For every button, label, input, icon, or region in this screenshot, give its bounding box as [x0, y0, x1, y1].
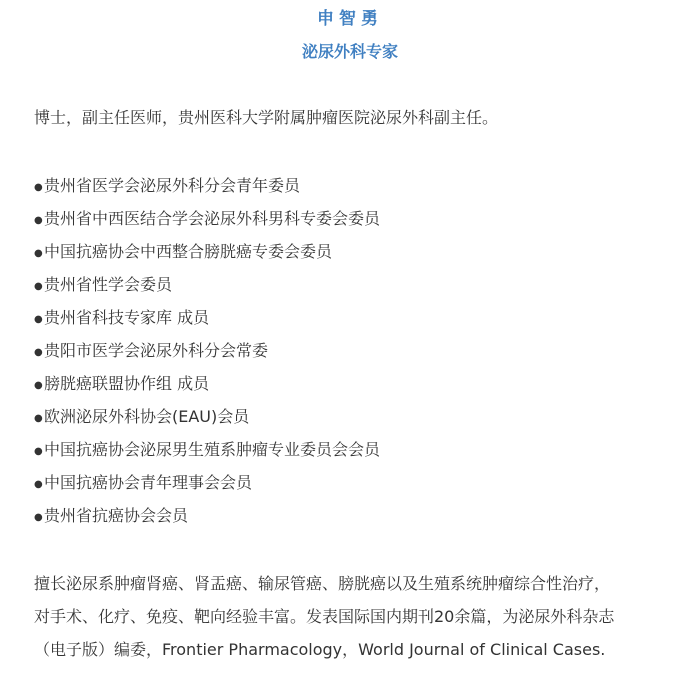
role-text: 贵州省中西医结合学会泌尿外科男科专委会委员: [44, 209, 381, 228]
list-item: [34, 336, 380, 369]
role-text: 贵州省科技专家库 成员: [44, 308, 210, 327]
doctor-name: 申智勇: [317, 9, 383, 29]
expertise-summary: [34, 569, 674, 668]
intro-paragraph: 博士，副主任医师，贵州医科大学附属肿瘤医院泌尿外科副主任。: [34, 108, 499, 127]
list-item: [34, 435, 380, 468]
role-text: 中国抗癌协会泌尿男生殖系肿瘤专业委员会会员: [44, 440, 381, 459]
role-text: 贵州省医学会泌尿外科分会青年委员: [44, 176, 301, 195]
summary-line: 对手术、化疗、免疫、靶向经验丰富。发表国际国内期刊20余篇，为泌尿外科杂志: [34, 607, 615, 626]
summary-line: 擅长泌尿系肿瘤肾癌、肾盂癌、输尿管癌、膀胱癌以及生殖系统肿瘤综合性治疗，: [34, 574, 611, 593]
role-text: 中国抗癌协会中西整合膀胱癌专委会委员: [44, 242, 333, 261]
list-item: [34, 402, 380, 435]
list-item: [34, 171, 380, 204]
bullet-icon: ●: [34, 446, 43, 457]
role-text: 欧洲泌尿外科协会(EAU)会员: [44, 407, 250, 426]
list-item: [34, 369, 380, 402]
roles-list: [34, 171, 380, 534]
role-text: 膀胱癌联盟协作组 成员: [44, 374, 210, 393]
summary-line: （电子版）编委，Frontier Pharmacology，World Journal of Clinical Cases.: [34, 640, 606, 659]
role-text: 贵州省抗癌协会会员: [44, 506, 189, 525]
bullet-icon: ●: [34, 215, 43, 226]
bullet-icon: ●: [34, 380, 43, 391]
list-item: [34, 237, 380, 270]
bullet-icon: ●: [34, 347, 43, 358]
list-item: [34, 270, 380, 303]
bullet-icon: ●: [34, 512, 43, 523]
list-item: [34, 468, 380, 501]
list-item: [34, 501, 380, 534]
list-item: [34, 303, 380, 336]
specialty-title: 泌尿外科专家: [301, 42, 398, 61]
bullet-icon: ●: [34, 479, 43, 490]
list-item: [34, 204, 380, 237]
bullet-icon: ●: [34, 281, 43, 292]
role-text: 中国抗癌协会青年理事会会员: [44, 473, 253, 492]
role-text: 贵州省性学会委员: [44, 275, 173, 294]
role-text: 贵阳市医学会泌尿外科分会常委: [44, 341, 269, 360]
bullet-icon: ●: [34, 248, 43, 259]
bullet-icon: ●: [34, 314, 43, 325]
bullet-icon: ●: [34, 413, 43, 424]
bullet-icon: ●: [34, 182, 43, 193]
